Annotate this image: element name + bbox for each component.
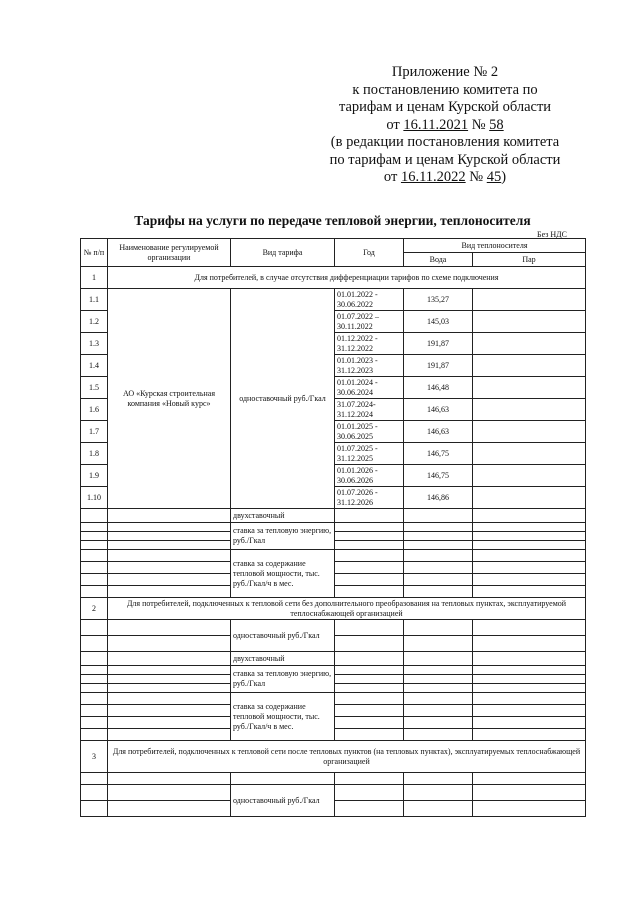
two-rate-label: двухставочный (231, 652, 335, 666)
no-vat-note: Без НДС (537, 230, 567, 239)
section-number: 3 (81, 741, 108, 773)
appendix-title: Приложение № 2 (391, 64, 499, 80)
ref-date: 16.11.2022 (400, 169, 466, 185)
capacity-rate-label: ставка за содержание тепловой мощности, тыс. руб./Гкал/ч в мес. (231, 550, 335, 598)
table-row: 1.2 01.07.2022 – 30.11.2022 145,03 (81, 311, 586, 333)
single-rate-label: одноставочный руб./Гкал (231, 785, 335, 817)
heat-rate-label: ставка за тепловую энергию, руб./Гкал (231, 523, 335, 550)
col-header-num: № п/п (81, 239, 108, 267)
header-line: тарифам и ценам Курской области (338, 99, 552, 115)
single-rate-label: одноставочный руб./Гкал (231, 289, 335, 509)
col-header-year: Год (335, 239, 404, 267)
section-title: Для потребителей, в случае отсутствия дифференциации тарифов по схеме подключения (108, 267, 586, 289)
table-row: 1.9 01.01.2026 - 30.06.2026 146,75 (81, 465, 586, 487)
col-header-steam: Пар (473, 253, 586, 267)
section-number: 2 (81, 598, 108, 620)
table-row: 1.10 01.07.2026 - 31.12.2026 146,86 (81, 487, 586, 509)
ref-date: 16.11.2021 (403, 116, 469, 133)
table-row: 1.3 01.12.2022 - 31.12.2022 191,87 (81, 333, 586, 355)
header-ref-line: от 16.11.2021 № 58 (386, 116, 504, 133)
header-line: по тарифам и ценам Курской области (329, 151, 561, 168)
table-row: 1.1 АО «Курская строительная компания «Новый курс» одноставочный руб./Гкал 01.01.2022 - 30.06.2022 135,27 (81, 289, 586, 311)
organization-name: АО «Курская строительная компания «Новый курс» (108, 289, 231, 509)
two-rate-label: двухставочный (231, 509, 335, 523)
table-row: 1.4 01.01.2023 - 31.12.2023 191,87 (81, 355, 586, 377)
section-title: Для потребителей, подключенных к тепловой сети без дополнительного преобразования на тепловых пунктах, эксплуатируемой теплоснабжающей организацией (108, 598, 586, 620)
table-row: 1.8 01.07.2025 - 31.12.2025 146,75 (81, 443, 586, 465)
col-header-heat-carrier: Вид теплоносителя (404, 239, 586, 253)
table-row: 1.6 31.07.2024- 31.12.2024 146,63 (81, 399, 586, 421)
section-number: 1 (81, 267, 108, 289)
col-header-water: Вода (404, 253, 473, 267)
ref-number: 45 (486, 169, 502, 185)
section-title: Для потребителей, подключенных к тепловой сети после тепловых пунктов (на тепловых пунктах), эксплуатируемых теплоснабжающей организацией (108, 741, 586, 773)
header-line: (в редакции постановления комитета (330, 134, 560, 150)
header-ref-line: от 16.11.2022 № 45) (383, 169, 507, 185)
document-title: Тарифы на услуги по передаче тепловой энергии, теплоносителя (134, 213, 531, 228)
col-header-org: Наименование регулируемой организации (108, 239, 231, 267)
appendix-header (300, 64, 590, 187)
header-line: к постановлению комитета по (352, 81, 538, 98)
table-row: 1.5 01.01.2024 - 30.06.2024 146,48 (81, 377, 586, 399)
col-header-tariff-type: Вид тарифа (231, 239, 335, 267)
heat-rate-label: ставка за тепловую энергию, руб./Гкал (231, 666, 335, 693)
ref-number: 58 (489, 116, 504, 133)
tariff-table (80, 238, 586, 817)
table-row: 1.7 01.01.2025 - 30.06.2025 146,63 (81, 421, 586, 443)
capacity-rate-label: ставка за содержание тепловой мощности, тыс. руб./Гкал/ч в мес. (231, 693, 335, 741)
single-rate-label: одноставочный руб./Гкал (231, 620, 335, 652)
